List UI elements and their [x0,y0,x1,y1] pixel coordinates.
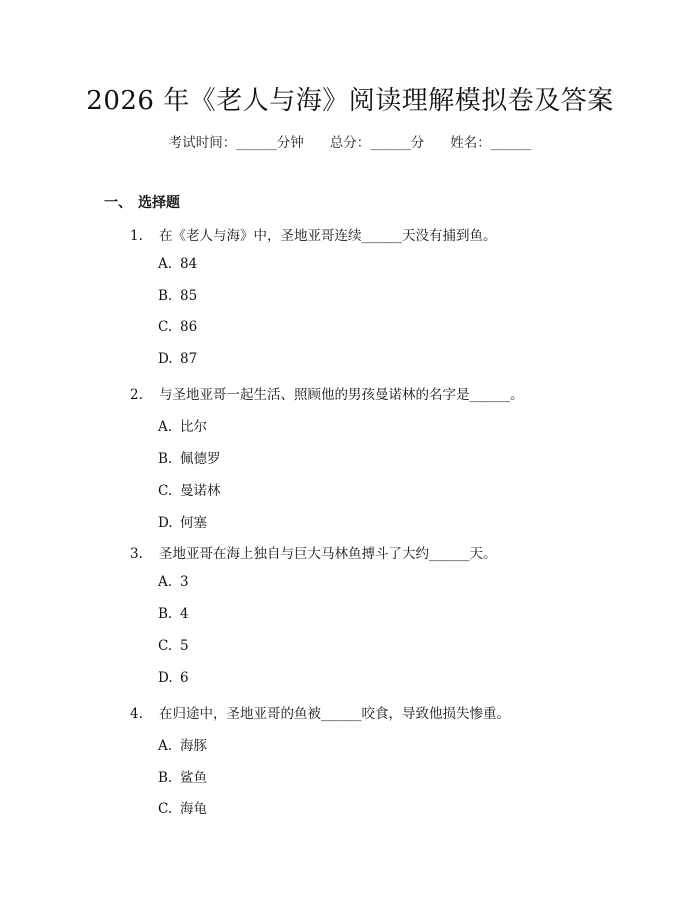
option-text: 佩德罗 [180,451,221,467]
option-letter: D. [158,351,173,367]
question-number: 3. [130,546,143,562]
option-2c [158,479,221,499]
question-text: 圣地亚哥在海上独自与巨大马林鱼搏斗了大约______天。 [159,546,497,562]
option-2a [158,415,207,435]
option-text: 何塞 [180,515,207,531]
option-letter: A. [158,256,173,272]
question-text: 在《老人与海》中，圣地亚哥连续______天没有捕到鱼。 [159,228,497,244]
question-text: 在归途中，圣地亚哥的鱼被______咬食，导致他损失惨重。 [159,706,510,722]
question-1 [130,224,497,244]
question-number: 2. [130,387,143,403]
option-1b [158,288,197,304]
option-letter: B. [158,288,173,304]
option-letter: C. [158,483,173,499]
option-3d [158,670,189,686]
option-text: 85 [180,288,198,304]
exam-time: 考试时间：______分钟 [168,135,304,151]
option-letter: C. [158,638,173,654]
option-1a [158,256,197,272]
option-letter: D. [158,515,173,531]
question-number: 1. [130,228,143,244]
option-letter: D. [158,670,173,686]
option-3a [158,574,189,590]
total-score: 总分：______分 [329,135,425,151]
option-text: 87 [180,351,198,367]
option-4c [158,797,207,817]
section-number: 一、 [104,195,132,211]
option-1d [158,351,197,367]
option-letter: C. [158,801,173,817]
option-letter: A. [158,419,173,435]
question-text: 与圣地亚哥一起生活、照顾他的男孩曼诺林的名字是______。 [159,387,524,403]
question-2 [130,383,524,403]
option-text: 6 [180,670,189,686]
option-4b [158,766,207,786]
option-text: 鲨鱼 [180,770,207,786]
option-text: 海豚 [180,738,207,754]
option-letter: A. [158,738,173,754]
option-text: 86 [180,319,198,335]
section-label: 选择题 [138,195,180,211]
option-letter: A. [158,574,173,590]
option-4a [158,734,207,754]
exam-meta [0,131,700,151]
option-text: 3 [180,574,189,590]
section-heading [104,192,180,212]
page-title: 2026 年《老人与海》阅读理解模拟卷及答案 [86,86,614,116]
option-text: 4 [180,606,189,622]
option-letter: B. [158,606,173,622]
option-letter: B. [158,451,173,467]
option-letter: B. [158,770,173,786]
option-text: 比尔 [180,419,207,435]
option-3b [158,606,189,622]
option-2b [158,447,221,467]
question-3 [130,542,497,562]
option-text: 曼诺林 [180,483,221,499]
question-4 [130,702,510,722]
question-number: 4. [130,706,143,722]
option-text: 84 [180,256,198,272]
option-1c [158,319,197,335]
option-3c [158,638,189,654]
option-text: 海龟 [180,801,207,817]
student-name: 姓名：______ [450,135,532,151]
option-text: 5 [180,638,189,654]
option-2d [158,511,207,531]
option-letter: C. [158,319,173,335]
